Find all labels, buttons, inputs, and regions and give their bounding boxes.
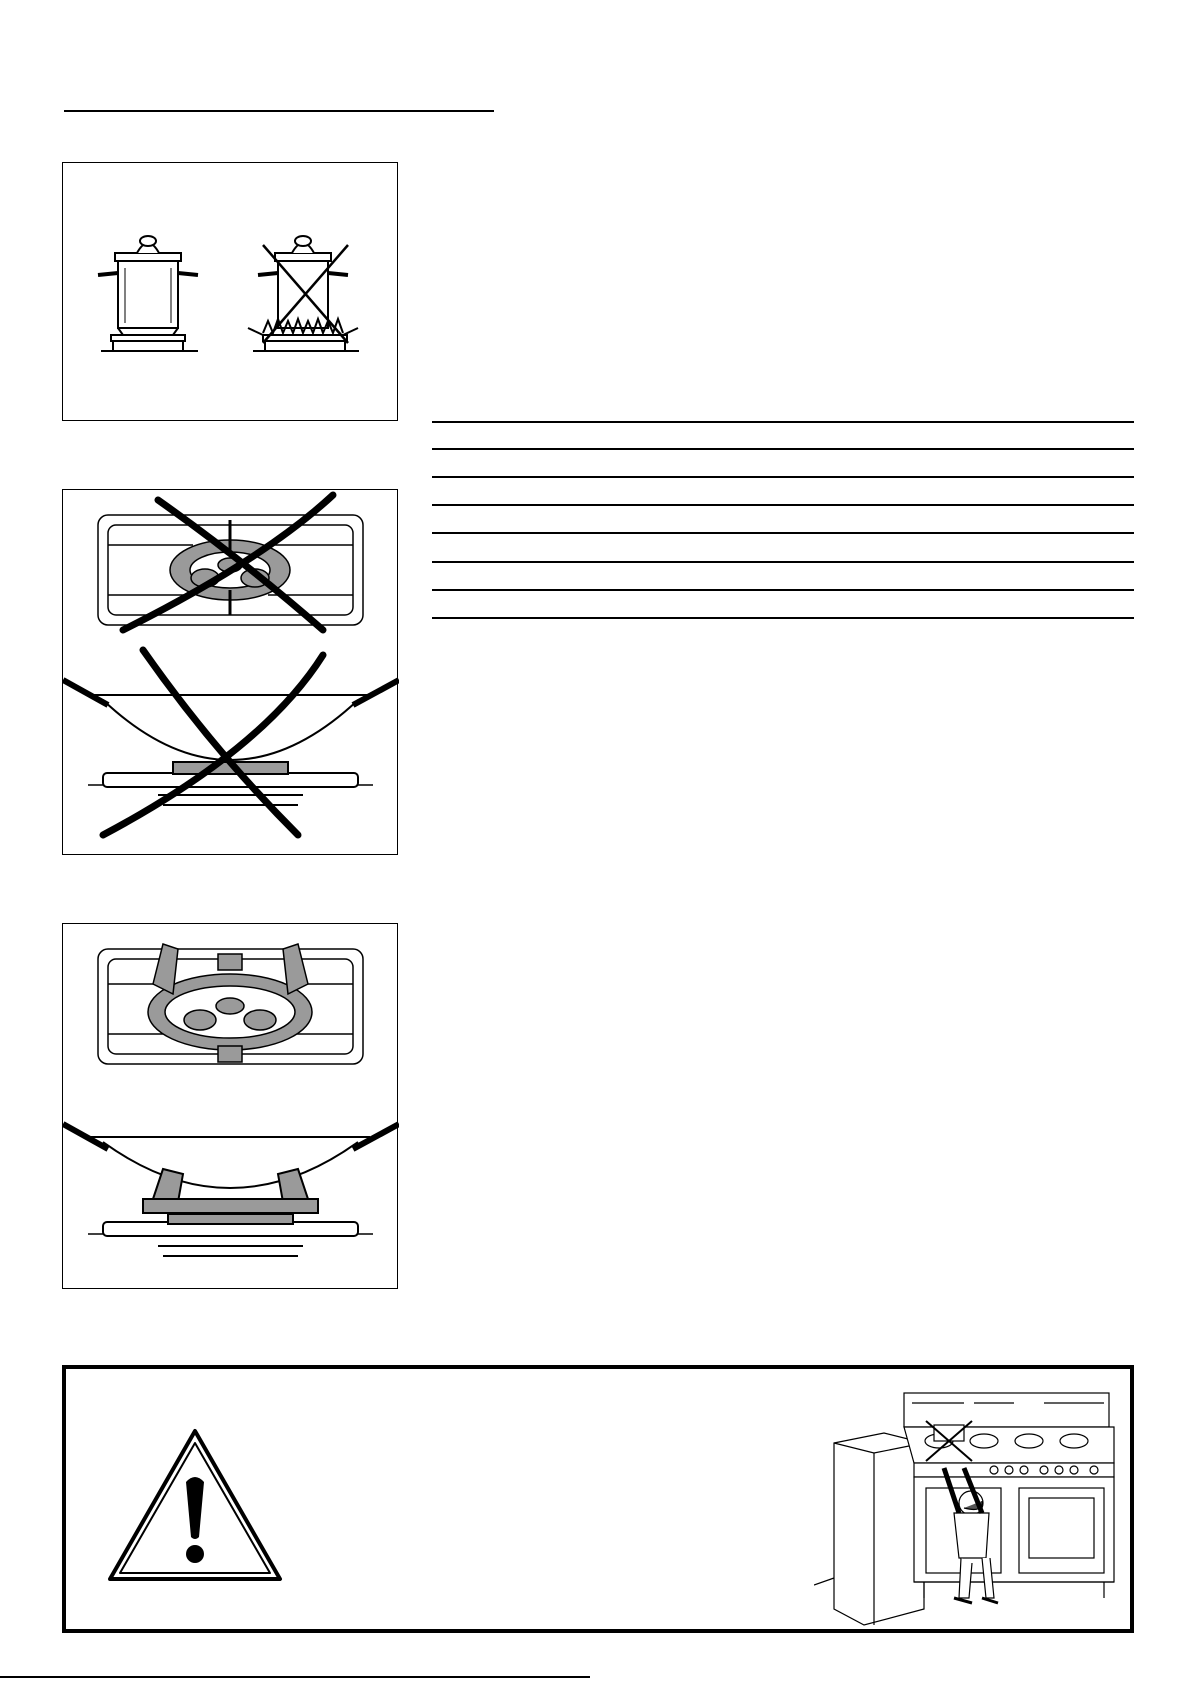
table-rule [432, 561, 1134, 563]
wok-wrong-illustration [63, 490, 399, 856]
figure-pans [62, 162, 398, 421]
pans-illustration [63, 163, 399, 422]
title-underline [64, 110, 494, 112]
table-rule [432, 504, 1134, 506]
footer-rule [0, 1676, 590, 1678]
figure-wok-correct [62, 923, 398, 1289]
table-rule [432, 476, 1134, 478]
table-rule [432, 617, 1134, 619]
table-rule [432, 532, 1134, 534]
table-rule [432, 448, 1134, 450]
wok-correct-illustration [63, 924, 399, 1290]
warning-triangle-icon [106, 1427, 284, 1585]
table-rule [432, 421, 1134, 423]
warning-box [62, 1365, 1134, 1633]
figure-wok-wrong [62, 489, 398, 855]
child-reaching-stove-illustration [814, 1373, 1132, 1629]
table-rule [432, 589, 1134, 591]
